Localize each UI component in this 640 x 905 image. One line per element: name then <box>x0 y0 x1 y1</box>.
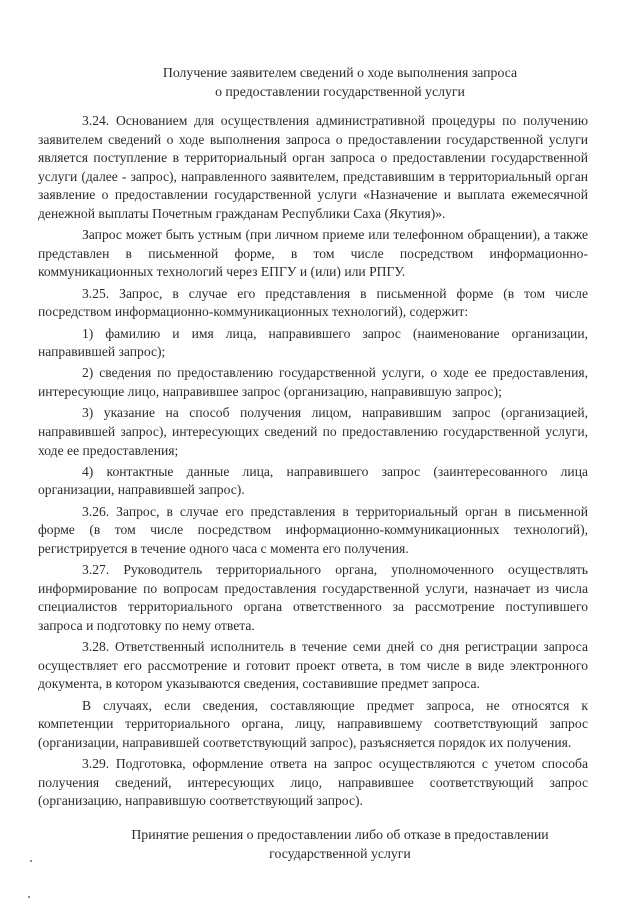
list-item-4: 4) контактные данные лица, направившего запрос (заинтересованного лица организации, направившей запрос). <box>38 463 588 498</box>
paragraph-3-27: 3.27. Руководитель территориального органа, уполномоченного осуществлять информирование по вопросам предоставления государственной услуги, назначает из числа специалистов территориального органа ответственного за рассмотрение поступившего запроса и подготовку по нему ответа. <box>38 562 588 633</box>
section-heading-next-line-1: Принятие решения о предоставлении либо об отказе в предоставлении <box>131 827 549 842</box>
section-heading-line-1: Получение заявителем сведений о ходе выполнения запроса <box>162 65 518 80</box>
section-heading-next-line-2: государственной услуги <box>269 845 411 861</box>
section-heading-next <box>60 826 620 863</box>
list-item-1: 1) фамилию и имя лица, направившего запрос (наименование организации, направившей запрос); <box>38 325 588 360</box>
paragraph-3-26: 3.26. Запрос, в случае его представления в территориальный орган в письменной форме (в том числе посредством информационно-коммуникационных технологий), регистрируется в течение одного часа с момента его получения. <box>38 503 588 556</box>
scan-speck <box>30 860 32 862</box>
paragraph-3-28: 3.28. Ответственный исполнитель в течение семи дней со дня регистрации запроса осуществляет его рассмотрение и готовит проект ответа, в том числе в виде электронного документа, в котором указываются сведения, составившие предмет запроса. <box>38 639 588 692</box>
document-body <box>38 112 588 811</box>
paragraph-3-29: 3.29. Подготовка, оформление ответа на запрос осуществляются с учетом способа получения сведений, интересующих лицо, направившее соответствующий запрос (организацию, направившую соответствующий запрос). <box>38 756 588 809</box>
scan-speck <box>28 896 30 898</box>
paragraph-3-24: 3.24. Основанием для осуществления административной процедуры по получению заявителем сведений о ходе выполнения запроса о предоставлении государственной услуги является поступление в территориальный орган запроса о предоставлении государственной услуги (далее - запрос), направленного заявителем, представившим в территориальный орган заявление о предоставлении государственной услуги «Назначение и выплата ежемесячной денежной выплаты Почетным гражданам Республики Саха (Якутия)». <box>38 113 588 221</box>
list-item-3: 3) указание на способ получения лицом, направившим запрос (организацией, направившей запрос), интересующих сведений по предоставлению государственной услуги, ходе ее предоставления; <box>38 405 588 458</box>
list-item-2: 2) сведения по предоставлению государственной услуги, о ходе ее предоставления, интересующие лицо, направившее запрос (организацию, направившую запрос); <box>38 365 588 400</box>
paragraph-competence: В случаях, если сведения, составляющие предмет запроса, не относятся к компетенции территориального органа, лицу, направившему соответствующий запрос (организации, направившей соответствующий запрос), разъясняется порядок их получения. <box>38 697 588 750</box>
section-heading-line-2: о предоставлении государственной услуги <box>215 83 465 99</box>
paragraph-request-form: Запрос может быть устным (при личном приеме или телефонном обращении), а также представлен в письменной форме, в том числе посредством информационно-коммуникационных технологий через ЕПГУ и (или) или РПГУ. <box>38 227 588 280</box>
paragraph-3-25: 3.25. Запрос, в случае его представления в письменной форме (в том числе посредством информационно-коммуникационных технологий), содержит: <box>38 285 588 320</box>
section-heading <box>60 64 620 101</box>
